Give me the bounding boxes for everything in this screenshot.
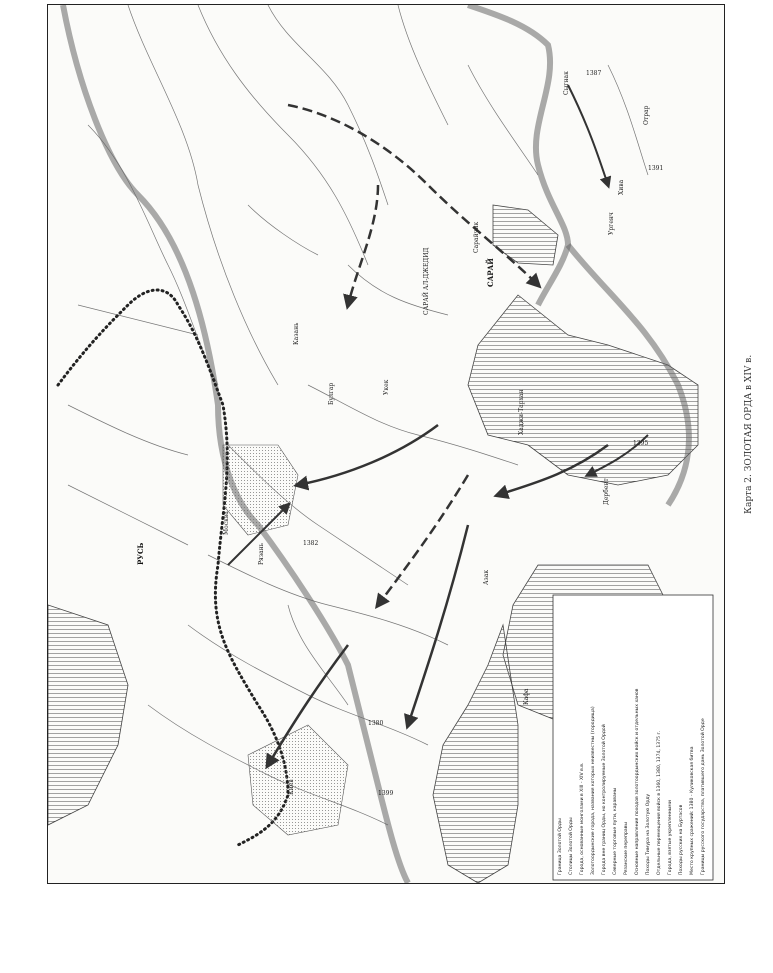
label-year-1399: 1399 <box>378 790 394 797</box>
label-kafa: Кафа <box>523 688 530 705</box>
caption-text: Карта 2. ЗОЛОТАЯ ОРДА в XIV в. <box>744 354 754 514</box>
label-bulgar: Булгар <box>328 382 335 405</box>
label-rus: РУСЬ <box>136 542 145 565</box>
legend-item: Столицы Золотой Орды <box>569 817 574 875</box>
label-otrar: Отрар <box>643 105 650 125</box>
label-year-1395: 1395 <box>633 440 649 447</box>
label-sygnak: Сыгнак <box>563 71 570 95</box>
label-khiva: Хива <box>618 179 625 195</box>
label-kazan: Казань <box>293 322 300 345</box>
label-year-1382: 1382 <box>303 540 319 547</box>
legend-item: Золотоордынские города, названия которых неизвестны (городища) <box>591 706 596 875</box>
legend-item: Походы русских на Буртасов <box>679 804 684 875</box>
map-frame <box>47 4 725 884</box>
label-ukek: Укек <box>383 379 390 395</box>
map-caption <box>726 354 754 514</box>
legend-item: Отдельные перемещения войск в 1360, 1380, 1374, 1375 г. <box>657 730 662 875</box>
label-saraichik: Сарайчик <box>473 221 480 253</box>
label-saray: САРАЙ <box>486 258 495 287</box>
label-urgench: Ургенч <box>608 212 615 235</box>
label-moscow: Москва <box>223 511 230 535</box>
legend-item: Основные направления походов золотоордынских войск и отдельных ханов <box>635 688 640 875</box>
legend-item: Города, взятые укрепленными <box>668 800 673 875</box>
legend-item: Походы Тимура на Золотую Орду <box>646 793 651 875</box>
label-kiev: Киев <box>288 779 295 795</box>
label-year-1387: 1387 <box>586 70 602 77</box>
legend-item: Северные торговые пути, караваны <box>613 787 618 875</box>
legend-items <box>556 688 706 875</box>
label-derbent: Дербент <box>603 478 610 505</box>
legend-item: Города, основанные монголами в XIII - XIV в.в. <box>580 762 585 875</box>
label-azak: Азак <box>483 569 490 585</box>
label-saray-al-jedid: САРАЙ АЛ-ДЖЕДИД <box>423 247 430 315</box>
label-year-1391: 1391 <box>648 165 664 172</box>
legend-item: Место крупных сражений: 1380 - Куликовская битва <box>690 746 695 875</box>
label-hadji-tarkhan: Хаджи-Тархан <box>518 389 525 435</box>
legend-svg <box>48 5 724 883</box>
legend-item: Границы русского государства, платившего дань Золотой Орде <box>701 718 706 875</box>
label-year-1380: 1380 <box>368 720 384 727</box>
legend-item: Рязанские переправы <box>624 821 629 875</box>
legend-item: Города вне границ Орды, но контролируемые Золотой Ордой <box>602 724 607 875</box>
legend-item: Граница Золотой Орды <box>558 818 563 875</box>
label-ryazan: Рязань <box>258 543 265 565</box>
